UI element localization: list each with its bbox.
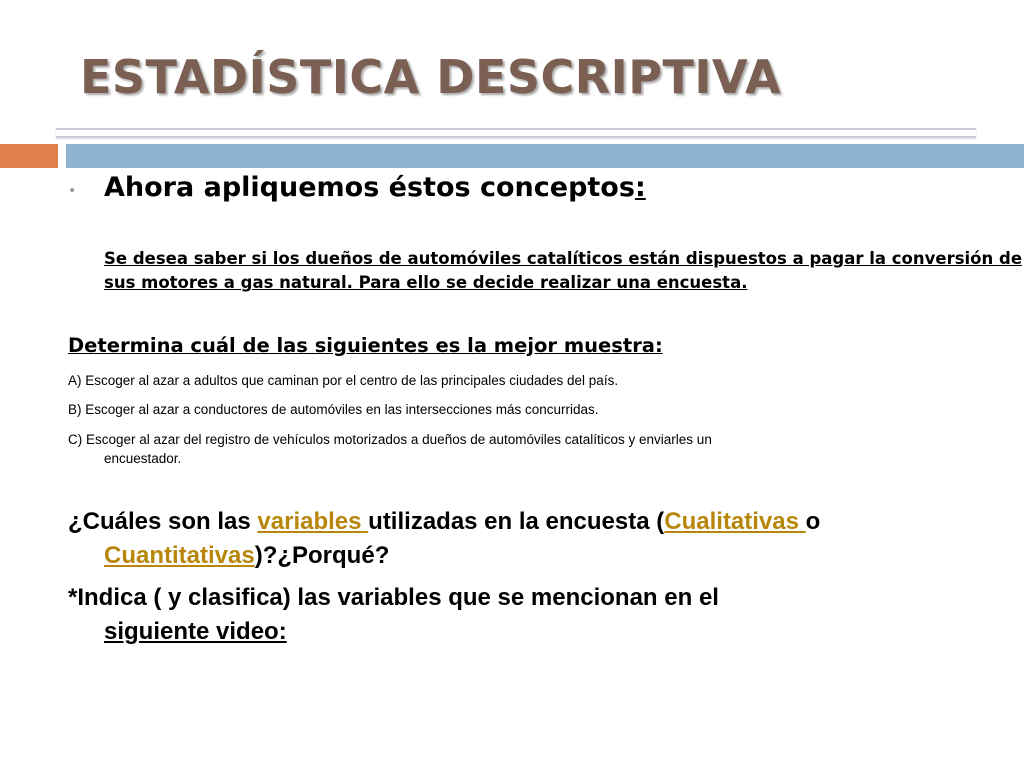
q1-part4: )?¿Porqué? <box>254 542 390 569</box>
link-variables[interactable]: variables <box>257 508 369 535</box>
q2-line2: siguiente video: <box>104 618 287 645</box>
q1-part3: o <box>805 508 821 535</box>
q1-part2: utilizadas en la encuesta ( <box>368 508 665 535</box>
accent-bar-orange <box>0 144 58 168</box>
section-heading <box>104 172 646 203</box>
question-video <box>68 581 1023 649</box>
accent-bar-blue <box>66 144 1024 168</box>
question-variables <box>68 505 1023 573</box>
option-a: A) Escoger al azar a adultos que caminan por el centro de las principales ciudades del país. <box>68 373 619 388</box>
option-c <box>68 430 968 468</box>
link-cualitativas[interactable]: Cualitativas <box>664 508 806 535</box>
option-b: B) Escoger al azar a conductores de automóviles en las intersecciones más concurridas. <box>68 402 599 417</box>
link-cuantitativas[interactable]: Cuantitativas <box>104 542 255 569</box>
option-c-text: C) Escoger al azar del registro de vehículos motorizados a dueños de automóviles catalíticos y enviarles un <box>68 432 712 447</box>
q2-line1: *Indica ( y clasifica) las variables que se mencionan en el <box>68 584 719 611</box>
sample-prompt: Determina cuál de las siguientes es la mejor muestra: <box>68 334 663 357</box>
slide-title: ESTADÍSTICA DESCRIPTIVA <box>80 50 782 104</box>
heading-colon: : <box>634 172 646 203</box>
title-divider <box>56 128 976 138</box>
heading-text: Ahora apliquemos éstos conceptos <box>104 172 635 203</box>
q1-part1: ¿Cuáles son las <box>68 508 258 535</box>
bullet-icon: • <box>68 183 77 199</box>
problem-description: Se desea saber si los dueños de automóviles catalíticos están dispuestos a pagar la conversión de sus motores a gas natural. Para ello se decide realizar una encuesta. <box>104 249 1023 292</box>
option-c-continuation: encuestador. <box>104 451 182 466</box>
